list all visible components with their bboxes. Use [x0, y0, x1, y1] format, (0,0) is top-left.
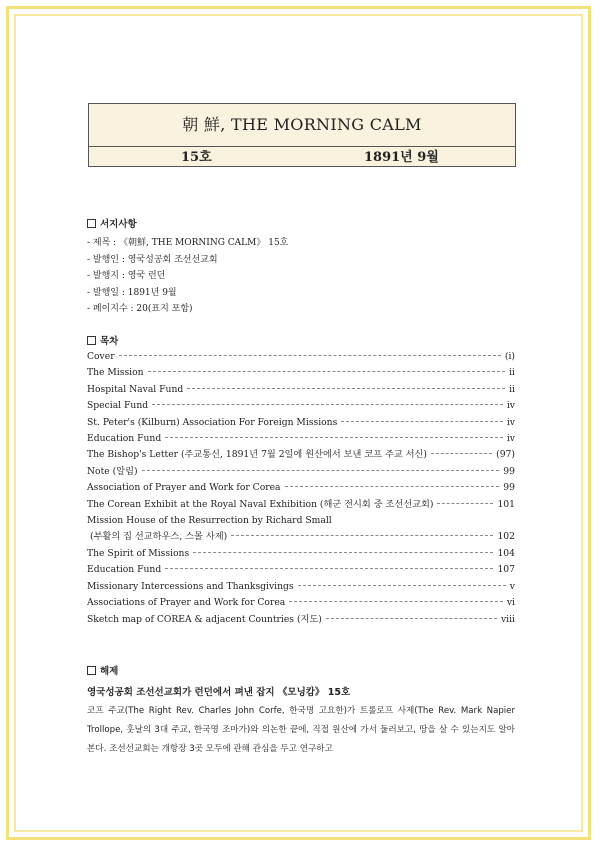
- toc-leader: [437, 497, 493, 504]
- toc-heading: 목차: [87, 333, 118, 347]
- toc-entry-title: The Corean Exhibit at the Royal Naval Exhibition (해군 전시회 중 조선선교회): [87, 498, 434, 510]
- toc-entry-page: 102: [497, 531, 515, 543]
- toc-entry-title: Mission House of the Resurrection by Richard Small: [87, 515, 332, 527]
- toc-entry-title: Association of Prayer and Work for Corea: [87, 482, 281, 494]
- biblio-item: - 제목 : 《朝鮮, THE MORNING CALM》 15호: [87, 238, 289, 248]
- toc-entry-title: The Bishop's Letter (주교통신, 1891년 7월 2일에 원산에서 보낸 코프 주교 서신): [87, 449, 427, 461]
- biblio-list: [87, 235, 288, 318]
- toc-leader: [187, 382, 505, 389]
- toc-entry-page: ii: [509, 367, 515, 379]
- toc-entry-title: The Mission: [87, 367, 144, 379]
- toc-entry: [87, 365, 515, 381]
- checkbox-square-icon: [87, 336, 96, 345]
- haeje-title: 영국성공회 조선선교회가 런던에서 펴낸 잡지 《모닝캄》 15호: [87, 687, 351, 698]
- toc-leader: [119, 349, 501, 356]
- toc-entry-page: iv: [506, 433, 515, 445]
- toc-leader: [165, 562, 493, 569]
- toc-entry: [87, 562, 515, 578]
- toc-entry: [87, 579, 515, 595]
- title-box: [88, 103, 516, 167]
- magazine-title: 朝 鮮, THE MORNING CALM: [89, 104, 515, 147]
- toc-entry-title: (부활의 집 선교하우스, 스몰 사제): [90, 531, 228, 543]
- toc-entry-page: vi: [506, 597, 515, 609]
- toc-leader: [289, 595, 503, 602]
- toc-entry-page: 99: [503, 465, 515, 477]
- issue-number: 15호: [181, 150, 212, 165]
- toc-entry-title: The Spirit of Missions: [87, 547, 190, 559]
- checkbox-square-icon: [87, 219, 96, 228]
- toc-entry: [87, 398, 515, 414]
- table-of-contents: [87, 349, 515, 628]
- toc-entry: [87, 612, 515, 628]
- toc-entry: [87, 382, 515, 398]
- toc-entry-page: 107: [497, 564, 515, 576]
- toc-entry-page: 101: [497, 498, 515, 510]
- toc-entry: [87, 431, 515, 447]
- toc-entry-page: iv: [506, 416, 515, 428]
- toc-entry-page: ii: [509, 383, 515, 395]
- toc-entry-title: St. Peter's (Kilburn) Association For Foreign Missions: [87, 416, 338, 428]
- toc-entry: [87, 464, 515, 480]
- biblio-item: - 발행지 : 영국 런던: [87, 271, 166, 281]
- toc-leader: [326, 612, 497, 619]
- toc-entry-title: Education Fund: [87, 564, 162, 576]
- toc-entry-page: (97): [496, 449, 515, 461]
- toc-entry: [87, 546, 515, 562]
- toc-entry-page: 104: [497, 547, 515, 559]
- biblio-item: - 페이지수 : 20(표지 포함): [87, 304, 193, 314]
- toc-entry-title: Note (알림): [87, 465, 138, 477]
- toc-entry-page: v: [509, 580, 515, 592]
- toc-leader: [231, 529, 493, 536]
- toc-leader: [298, 579, 506, 586]
- toc-entry-title: Cover: [87, 351, 115, 362]
- issue-row: [89, 147, 515, 168]
- toc-entry-title: Education Fund: [87, 433, 162, 445]
- checkbox-square-icon: [87, 666, 96, 675]
- haeje-body: 코프 주교(The Right Rev. Charles John Corfe, 한국명 고요한)가 트롤로프 사제(The Rev. Mark Napier Trollope, 훗날의 3대 주교, 한국명 조마가)와 의논한 끝에, 직접 원산에 가서 둘러보고, 땅을 살 수 있는지도 알아본다. 조선선교회는 개항장 3곳 모두에 관해 관심을 두고 연구하고: [87, 706, 515, 754]
- toc-entry-title: Hospital Naval Fund: [87, 383, 184, 395]
- toc-entry: [87, 480, 515, 496]
- toc-leader: [165, 431, 503, 438]
- toc-entry-title: Missionary Intercessions and Thanksgivings: [87, 580, 294, 592]
- toc-entry-page: iv: [506, 400, 515, 412]
- toc-entry-title: Special Fund: [87, 400, 149, 412]
- biblio-item: - 발행일 : 1891년 9월: [87, 287, 177, 298]
- toc-leader: [285, 480, 500, 487]
- biblio-item: - 발행인 : 영국성공회 조선선교회: [87, 254, 218, 265]
- toc-leader: [193, 546, 493, 553]
- toc-entry-page: (i): [504, 351, 515, 362]
- toc-leader: [152, 398, 503, 405]
- toc-leader: [341, 415, 503, 422]
- toc-leader: [431, 447, 492, 454]
- biblio-heading: 서지사항: [87, 216, 137, 230]
- toc-entry-title: Sketch map of COREA & adjacent Countries (지도): [87, 613, 322, 625]
- toc-leader: [142, 464, 500, 471]
- haeje-heading: 해제: [87, 663, 118, 677]
- toc-entry-page: viii: [500, 613, 515, 625]
- toc-entry: [87, 529, 515, 545]
- issue-date: 1891년 9월: [364, 150, 439, 165]
- toc-entry-title: Associations of Prayer and Work for Corea: [87, 597, 286, 609]
- toc-entry-page: 99: [503, 482, 515, 494]
- toc-entry: [87, 595, 515, 611]
- toc-entry: [87, 497, 515, 513]
- toc-leader: [148, 365, 506, 372]
- toc-entry: [87, 415, 515, 431]
- toc-entry: [87, 349, 515, 365]
- toc-entry: [87, 447, 515, 463]
- toc-entry: [87, 513, 515, 529]
